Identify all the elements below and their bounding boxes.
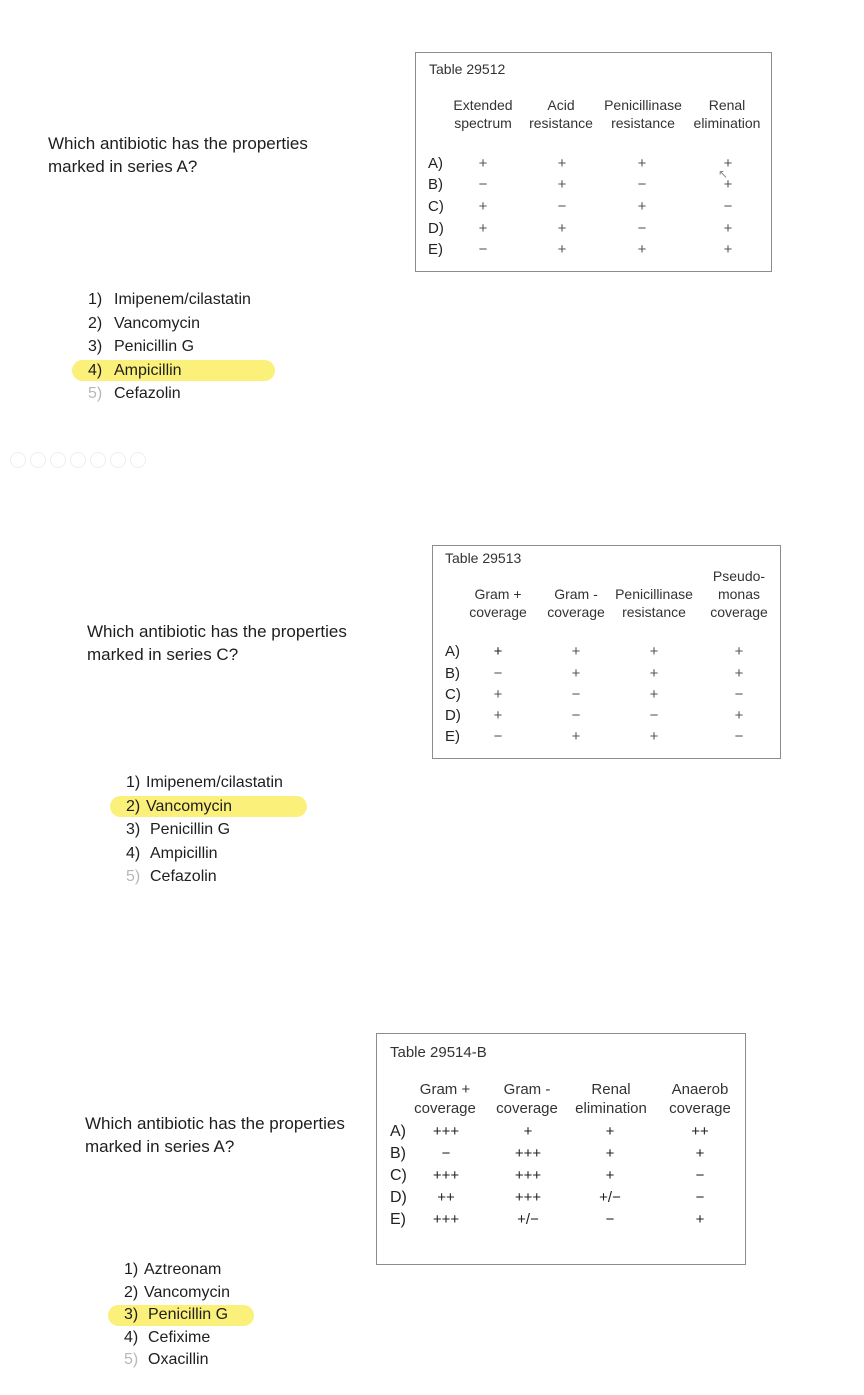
row-label: C) <box>428 198 444 215</box>
column-header-acid-resistance: Acid resistance <box>529 97 593 131</box>
table-cell: − <box>695 1189 705 1206</box>
table-cell: − <box>723 198 733 215</box>
answer-options-1 <box>88 288 251 406</box>
faint-circle-icon <box>30 452 46 468</box>
table-cell: + <box>637 155 647 172</box>
table-cell: + <box>723 176 733 193</box>
table-cell: + <box>557 220 567 237</box>
table-title: Table 29512 <box>429 61 506 77</box>
faint-circle-icon <box>130 452 146 468</box>
column-header-renal-elimination: Renal elimination <box>693 97 761 131</box>
table-cell: ++ <box>691 1123 709 1140</box>
question-line: Which antibiotic has the properties <box>87 622 347 641</box>
answer-option[interactable]: 1) Imipenem/cilastatin <box>126 774 283 791</box>
table-cell: + <box>605 1145 615 1162</box>
table-cell: + <box>723 220 733 237</box>
table-cell: +++ <box>514 1145 542 1162</box>
table-cell: − <box>734 686 744 703</box>
table-cell: + <box>493 643 503 660</box>
column-header-extended-spectrum: Extended spectrum <box>453 97 513 131</box>
table-cell: − <box>571 686 581 703</box>
question-line: marked in series A? <box>85 1137 235 1156</box>
column-header-renal-elimination: Renal elimination <box>575 1081 647 1117</box>
answer-options-2 <box>126 771 283 889</box>
question-line: marked in series C? <box>87 645 239 664</box>
table-cell: +++ <box>514 1167 542 1184</box>
table-cell: − <box>637 176 647 193</box>
table-cell: + <box>734 665 744 682</box>
table-cell: − <box>734 728 744 745</box>
row-label: A) <box>445 643 460 660</box>
answer-option-highlighted[interactable]: 2) Vancomycin <box>126 795 283 819</box>
row-label: D) <box>445 707 461 724</box>
question-3-text <box>85 1112 345 1158</box>
answer-option[interactable]: 5) Cefazolin <box>126 868 217 885</box>
mouse-cursor-icon: ↖ <box>718 167 729 181</box>
column-header-gram-negative-coverage: Gram - coverage <box>547 586 605 620</box>
answer-option[interactable]: 3) Penicillin G <box>126 821 231 838</box>
table-title: Table 29513 <box>445 550 522 566</box>
table-cell: + <box>571 728 581 745</box>
question-line: Which antibiotic has the properties <box>48 134 308 153</box>
row-label: D) <box>428 220 444 237</box>
answer-option[interactable]: 5) Cefazolin <box>88 385 181 402</box>
table-cell: + <box>478 198 488 215</box>
table-cell: − <box>478 176 488 193</box>
row-label: D) <box>390 1189 407 1206</box>
table-cell: − <box>695 1167 705 1184</box>
question-line: Which antibiotic has the properties <box>85 1114 345 1133</box>
table-29512 <box>415 52 772 272</box>
column-header-gram-negative-coverage: Gram - coverage <box>496 1081 558 1117</box>
answer-option-highlighted[interactable]: 3) Penicillin G <box>124 1304 230 1327</box>
table-cell: − <box>571 707 581 724</box>
answer-option[interactable]: 1) Aztreonam <box>124 1261 222 1278</box>
table-cell: + <box>523 1123 533 1140</box>
table-cell: − <box>637 220 647 237</box>
table-cell: +/− <box>517 1211 539 1228</box>
table-cell: + <box>723 241 733 258</box>
faint-circle-icon <box>70 452 86 468</box>
answer-option[interactable]: 2) Vancomycin <box>124 1283 230 1301</box>
table-cell: + <box>734 643 744 660</box>
table-cell: + <box>723 155 733 172</box>
table-29513 <box>432 545 781 759</box>
row-label: A) <box>428 155 443 172</box>
column-header-anaerob-coverage: Anaerob coverage <box>669 1081 731 1117</box>
table-cell: + <box>734 707 744 724</box>
table-cell: +++ <box>432 1167 460 1184</box>
table-cell: + <box>637 198 647 215</box>
column-header-penicillinase-resistance: Penicillinase resistance <box>604 97 682 131</box>
row-label: B) <box>390 1145 406 1162</box>
faint-circle-icon <box>90 452 106 468</box>
table-cell: + <box>571 665 581 682</box>
answer-option[interactable]: 5) Oxacillin <box>124 1351 209 1368</box>
row-label: E) <box>428 241 443 258</box>
table-cell: +/− <box>599 1189 621 1206</box>
column-header-gram-positive-coverage: Gram + coverage <box>469 586 527 620</box>
table-cell: + <box>478 155 488 172</box>
table-cell: + <box>649 686 659 703</box>
question-2-text <box>87 620 347 666</box>
table-cell: + <box>493 686 503 703</box>
faint-circle-icon <box>110 452 126 468</box>
row-label: C) <box>390 1167 407 1184</box>
row-label: E) <box>390 1211 406 1228</box>
row-label: E) <box>445 728 460 745</box>
table-cell: + <box>493 707 503 724</box>
column-header-penicillinase-resistance: Penicillinase resistance <box>615 586 693 620</box>
table-cell: + <box>649 665 659 682</box>
answer-option[interactable]: 1) Imipenem/cilastatin <box>88 291 251 308</box>
question-line: marked in series A? <box>48 157 198 176</box>
faint-circle-icon <box>50 452 66 468</box>
table-cell: +++ <box>514 1189 542 1206</box>
table-cell: + <box>695 1211 705 1228</box>
table-cell: + <box>557 155 567 172</box>
table-cell: − <box>493 728 503 745</box>
row-label: A) <box>390 1123 406 1140</box>
table-cell: ++ <box>437 1189 455 1206</box>
table-cell: − <box>649 707 659 724</box>
table-cell: − <box>557 198 567 215</box>
question-1-text <box>48 132 308 178</box>
table-cell: + <box>557 241 567 258</box>
table-cell: +++ <box>432 1211 460 1228</box>
table-cell: + <box>478 220 488 237</box>
row-label: B) <box>445 665 460 682</box>
table-29514-b <box>376 1033 746 1265</box>
row-label: B) <box>428 176 443 193</box>
table-cell: + <box>557 176 567 193</box>
table-cell: + <box>637 241 647 258</box>
answer-options-3 <box>124 1259 230 1372</box>
answer-option[interactable]: 4) Cefixime <box>124 1328 211 1346</box>
table-cell: +++ <box>432 1123 460 1140</box>
answer-option[interactable]: 3) Penicillin G <box>88 338 195 355</box>
table-cell: + <box>605 1167 615 1184</box>
table-cell: − <box>493 665 503 682</box>
answer-option[interactable]: 4) Ampicillin <box>126 844 218 862</box>
table-cell: − <box>441 1145 451 1162</box>
table-cell: + <box>695 1145 705 1162</box>
column-header-gram-positive-coverage: Gram + coverage <box>414 1081 476 1117</box>
faint-circle-icon <box>10 452 26 468</box>
table-cell: + <box>649 728 659 745</box>
answer-option[interactable]: 2) Vancomycin <box>88 314 200 332</box>
answer-option-highlighted[interactable]: 4) Ampicillin <box>88 359 251 383</box>
table-cell: + <box>571 643 581 660</box>
table-title: Table 29514-B <box>390 1044 487 1061</box>
table-cell: + <box>649 643 659 660</box>
table-cell: − <box>605 1211 615 1228</box>
table-cell: + <box>605 1123 615 1140</box>
row-label: C) <box>445 686 461 703</box>
column-header-pseudomonas-coverage: Pseudo- monas coverage <box>710 568 768 620</box>
faint-toolbar <box>10 452 146 468</box>
table-cell: − <box>478 241 488 258</box>
